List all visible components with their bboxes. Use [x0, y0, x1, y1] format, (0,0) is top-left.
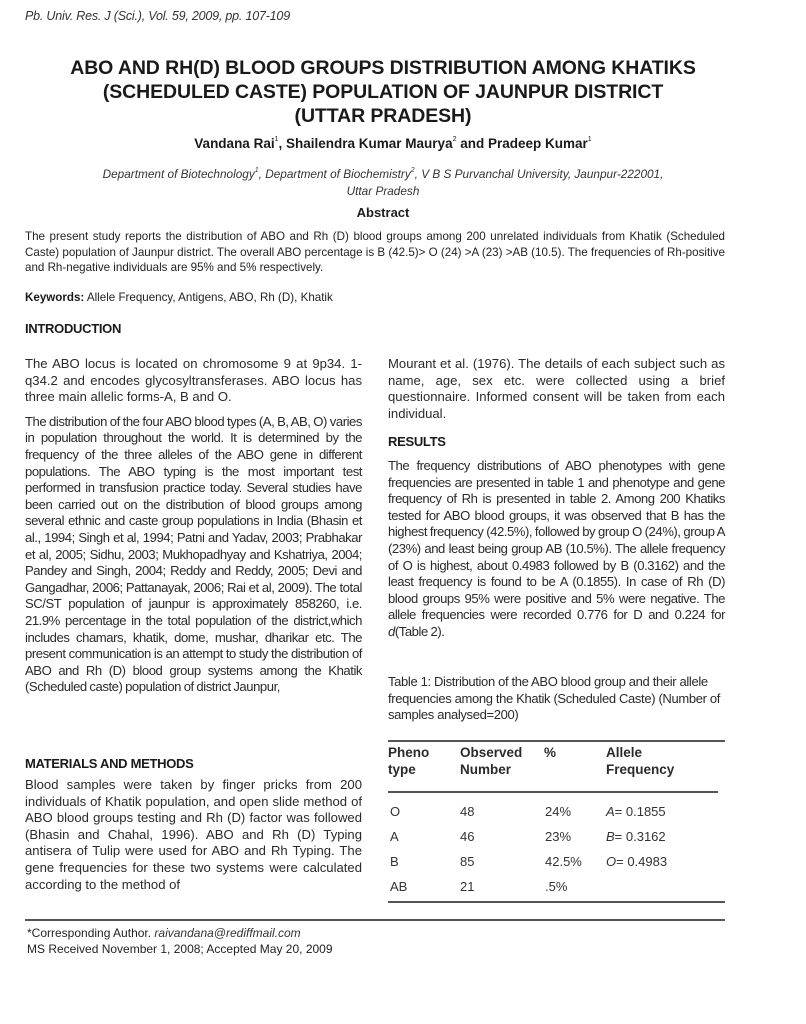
introduction-heading: INTRODUCTION: [25, 321, 122, 336]
affiliation-marker: 1: [254, 167, 259, 174]
results-paragraph: [388, 458, 725, 641]
table1-caption: Table 1: Distribution of the ABO blood group and their allele frequencies among the Khatik (Scheduled Caste) (Number of samples analysed=200): [388, 674, 720, 723]
cell-observed: 21: [460, 879, 475, 894]
table1-header-percent: [544, 744, 556, 761]
title-line-3: (UTTAR PRADESH): [294, 105, 472, 127]
cell-observed: 46: [460, 829, 475, 844]
table-row: [388, 879, 725, 901]
cell-observed: 85: [460, 854, 475, 869]
methods-paragraph-continued: Mourant et al. (1976). The details of each subject such as name, age, sex etc. were collected using a brief questionnaire. Informed consent will be taken from each individual.: [388, 356, 725, 421]
author-separator: and: [456, 136, 488, 151]
results-heading: RESULTS: [388, 434, 446, 449]
author-separator: ,: [278, 136, 287, 151]
methods-paragraph: Blood samples were taken by finger pricks from 200 individuals of Khatik population, and open slide method of ABO blood groups testing and Rh (D) factor was followed (Bhasin and Chahal, 1996). ABO and Rh (D) Typing antisera of Tulip were used for ABO and Rh Typing. The gene frequencies for these two systems were calculated according to the method of: [25, 777, 362, 892]
table1-header-rule: [388, 791, 718, 793]
affiliation-dept-2: , Department of Biochemistry: [258, 167, 411, 181]
table-row: [388, 829, 725, 851]
cell-allele-value: = 0.1855: [614, 804, 666, 819]
cell-observed: 48: [460, 804, 475, 819]
abstract-text: The present study reports the distribution of ABO and Rh (D) blood groups among 200 unrelated individuals from Khatik (Scheduled Caste) population of Jaunpur district. The overall ABO percentage is B (42.5)> O (24) >A (23) >AB (10.5). The frequencies of Rh-positive and Rh-negative individuals are 95% and 5% respectively.: [25, 230, 725, 274]
title-line-2: (SCHEDULED CASTE) POPULATION OF JAUNPUR DISTRICT: [102, 81, 664, 103]
results-italic-allele: d: [388, 623, 395, 639]
cell-allele-value: = 0.3162: [614, 829, 666, 844]
header-line: Number: [460, 762, 512, 777]
cell-phenotype: B: [390, 854, 399, 869]
author-name: Vandana Rai: [194, 136, 275, 151]
cell-percent: .5%: [545, 879, 568, 894]
cell-allele-value: = 0.4983: [616, 854, 668, 869]
footnote: [27, 925, 333, 957]
table1-header-allele-frequency: [606, 744, 674, 778]
header-line: Frequency: [606, 762, 675, 777]
cell-allele-label: A: [606, 804, 615, 819]
affiliation: [50, 162, 716, 200]
affiliation-marker: 2: [410, 167, 415, 174]
corresponding-author-email[interactable]: raivandana@rediffmail.com: [154, 926, 301, 940]
table-row: [388, 854, 725, 876]
intro-paragraph-1: The ABO locus is located on chromosome 9 at 9p34. 1-q34.2 and encodes glycosyltransferases. ABO locus has three main allelic forms-A, B and O.: [25, 356, 362, 405]
keywords-label: Keywords:: [25, 291, 85, 304]
cell-percent: 23%: [545, 829, 572, 844]
cell-percent: 42.5%: [545, 854, 582, 869]
intro-paragraph-2: The distribution of the four ABO blood types (A, B, AB, O) varies in population throughout the world. It is determined by the frequency of the three alleles of the ABO gene in different populations. The ABO typing is the most important test performed in transfusion practice today. Several studies have been carried out on the distribution of blood groups among several ethnic and caste group populations in India (Bhasin et al., 1994; Singh et al, 1994; Patni and Yadav, 2003; Prabhakar et al, 2005; Sidhu, 2003; Mukhopadhyay and Kshatriya, 2004; Pandey and Singh, 2004; Reddy and Reddy, 2005; Devi and Gangadhar, 2006; Pattanayak, 2006; Rai et al, 2009). The total SC/ST population of jaunpur is approximately 858260, i.e. 21.9% percentage in the total population of the district,which includes chamars, khatik, dome, mushar, dharikar etc. The present communication is an attempt to study the distribution of ABO and Rh (D) blood group systems among the Khatik (Scheduled caste) population of district Jaunpur,: [25, 413, 362, 695]
affiliation-dept-1: Department of Biotechnology: [102, 167, 255, 181]
author-list: [20, 136, 766, 151]
cell-allele-label: B: [606, 829, 615, 844]
author-affiliation-marker: 2: [452, 136, 457, 143]
corresponding-author-label: *Corresponding Author.: [27, 926, 155, 940]
table1-top-rule: [388, 740, 725, 742]
keywords-list: Allele Frequency, Antigens, ABO, Rh (D), Khatik: [84, 291, 333, 304]
cell-percent: 24%: [545, 804, 572, 819]
table1-bottom-rule: [388, 901, 725, 903]
author-affiliation-marker: 1: [274, 136, 279, 143]
results-text: The frequency distributions of ABO phenotypes with gene frequencies are presented in table 1 and phenotype and gene frequency of Rh is presented in table 2. Among 200 Khatiks tested for ABO blood groups, it was observed that B has the highest frequency (42.5%), followed by group O (24%), group A (23%) and least being group AB (10.5%). The allele frequency of O is highest, about 0.4983 followed by B (0.3162) and the least frequency is found to be A (0.1855). In case of Rh (D) blood groups 95% were positive and 5% were negative. The allele frequencies were recorded 0.776 for D and 0.224 for: [388, 458, 725, 623]
table1-header-observed: [460, 744, 522, 778]
keywords: [25, 291, 725, 304]
affiliation-institution: , V B S Purvanchal University, Jaunpur-222001,: [414, 167, 664, 181]
journal-citation: Pb. Univ. Res. J (Sci.), Vol. 59, 2009, pp. 107-109: [25, 9, 290, 23]
methods-heading: MATERIALS AND METHODS: [25, 756, 194, 771]
cell-phenotype: AB: [390, 879, 408, 894]
header-line: Observed: [460, 745, 523, 760]
affiliation-state: Uttar Pradesh: [346, 184, 420, 198]
header-line: Pheno: [388, 745, 430, 760]
abstract-heading: Abstract: [356, 205, 410, 220]
author-name: Shailendra Kumar Maurya: [286, 136, 453, 151]
results-text-end: (Table 2).: [394, 623, 445, 639]
author-name: Pradeep Kumar: [488, 136, 588, 151]
header-line: Allele: [606, 745, 643, 760]
title-line-1: ABO AND RH(D) BLOOD GROUPS DISTRIBUTION AMONG KHATIKS: [70, 57, 696, 79]
left-column: [25, 356, 362, 696]
table-row: [388, 804, 725, 826]
cell-allele-label: O: [606, 854, 617, 869]
manuscript-dates: MS Received November 1, 2008; Accepted May 20, 2009: [27, 942, 333, 956]
cell-phenotype: O: [390, 804, 401, 819]
cell-phenotype: A: [390, 829, 399, 844]
table1-header-row: [388, 744, 725, 784]
table1-header-phenotype: [388, 744, 429, 778]
header-line: type: [388, 762, 416, 777]
paper-title: [20, 56, 746, 128]
author-affiliation-marker: 1: [587, 136, 592, 143]
footnote-rule: [25, 919, 725, 921]
header-line: %: [544, 745, 557, 760]
